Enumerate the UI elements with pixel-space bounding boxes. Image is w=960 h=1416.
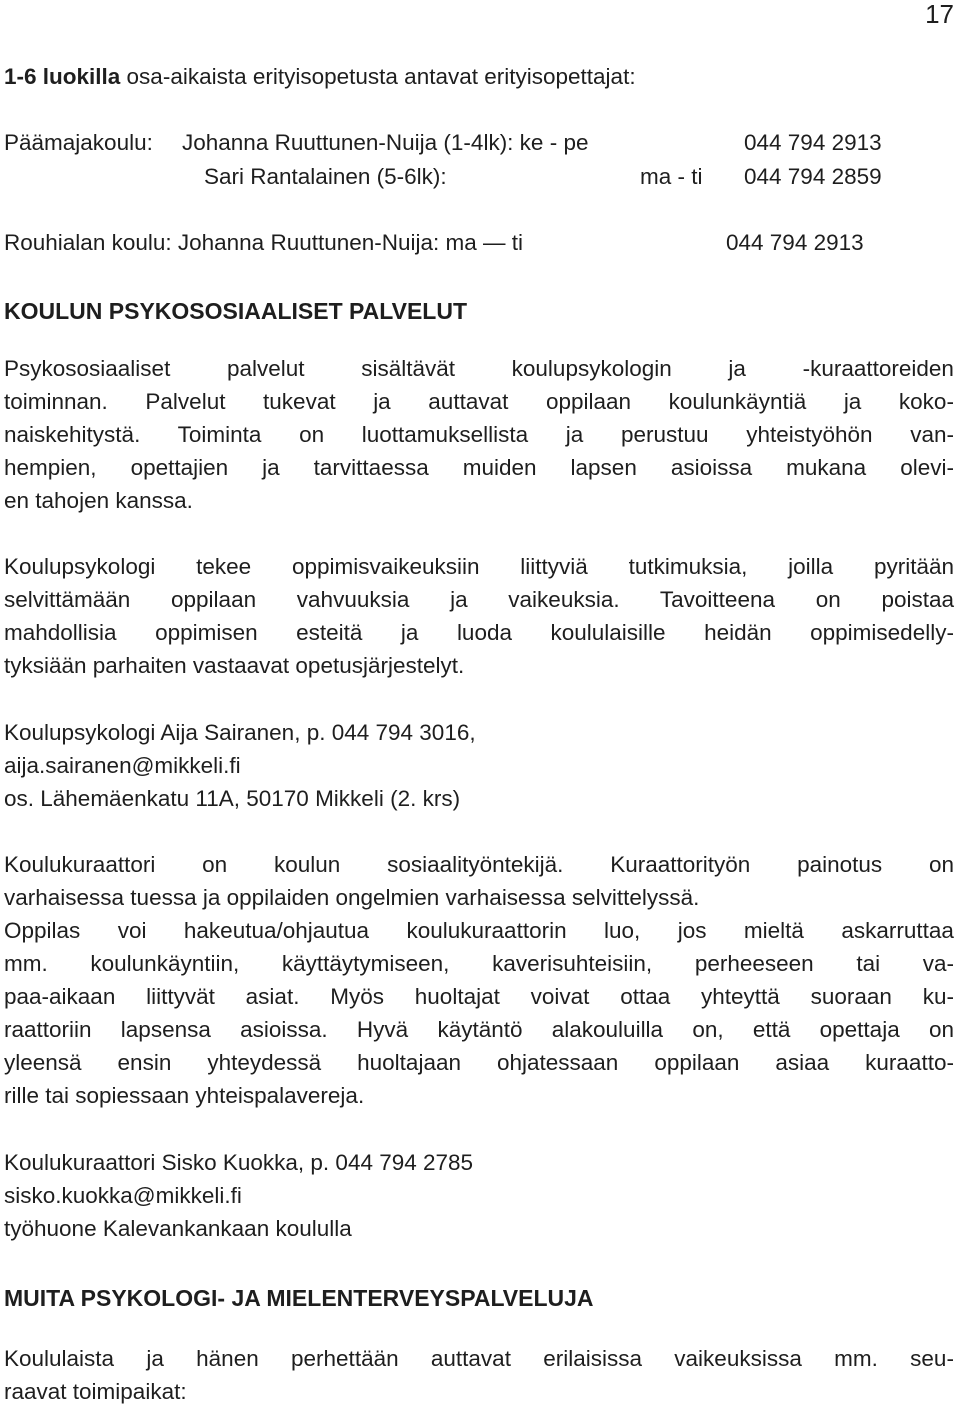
curator-name: Koulukuraattori Sisko Kuokka, p. 044 794 2785 bbox=[4, 1150, 474, 1175]
curator-email: sisko.kuokka@mikkeli.fi bbox=[4, 1183, 242, 1208]
paamajakoulu-label: Päämajakoulu: bbox=[4, 130, 153, 155]
para2-line: selvittämään oppilaan vahvuuksia ja vaikeuksia. Tavoitteena on poistaa bbox=[4, 587, 954, 612]
para2-line: tyksiään parhaiten vastaavat opetusjärjestelyt. bbox=[4, 653, 465, 678]
para1-line: hempien, opettajien ja tarvittaessa muiden lapsen asioissa mukana olevi- bbox=[4, 455, 954, 480]
paamajakoulu-days2: ma - ti bbox=[640, 164, 703, 189]
para3-line: mm. koulunkäyntiin, käyttäytymiseen, kaverisuhteisiin, perheeseen tai va- bbox=[4, 951, 954, 976]
para3-line: Koulukuraattori on koulun sosiaalityöntekijä. Kuraattorityön painotus on bbox=[4, 852, 954, 877]
para3-line: yleensä ensin yhteydessä huoltajaan ohjatessaan oppilaan asiaa kuraatto- bbox=[4, 1050, 954, 1075]
para3-line: paa-aikaan liittyvät asiat. Myös huoltajat voivat ottaa yhteyttä suoraan ku- bbox=[4, 984, 954, 1009]
para3-line: raattoriin lapsensa asioissa. Hyvä käytäntö alakouluilla on, että opettaja on bbox=[4, 1017, 954, 1042]
para1-line: naiskehitystä. Toiminta on luottamuksellista ja perustuu yhteistyöhön van- bbox=[4, 422, 954, 447]
para3-line: rille tai sopiessaan yhteispalavereja. bbox=[4, 1083, 365, 1108]
rouhiala-text: Rouhialan koulu: Johanna Ruuttunen-Nuija: ma — ti bbox=[4, 230, 524, 255]
intro-bold: 1-6 luokilla bbox=[4, 64, 121, 89]
para1-line: Psykososiaaliset palvelut sisältävät koulupsykologin ja -kuraattoreiden bbox=[4, 356, 954, 381]
intro-rest: osa-aikaista erityisopetusta antavat erityisopettajat: bbox=[120, 64, 636, 89]
para2-line: Koulupsykologi tekee oppimisvaikeuksiin liittyviä tutkimuksia, joilla pyritään bbox=[4, 554, 954, 579]
curator-office: työhuone Kalevankankaan koululla bbox=[4, 1216, 352, 1241]
para3-line: Oppilas voi hakeutua/ohjautua koulukuraattorin luo, jos mieltä askarruttaa bbox=[4, 918, 954, 943]
para3-line: varhaisessa tuessa ja oppilaiden ongelmien varhaisessa selvittelyssä. bbox=[4, 885, 700, 910]
page-number: 17 bbox=[925, 0, 954, 29]
heading-muita-palveluja: MUITA PSYKOLOGI- JA MIELENTERVEYSPALVELUJA bbox=[4, 1285, 594, 1311]
heading-psykososiaaliset: KOULUN PSYKOSOSIAALISET PALVELUT bbox=[4, 298, 468, 324]
psychologist-name: Koulupsykologi Aija Sairanen, p. 044 794 3016, bbox=[4, 720, 476, 745]
rouhiala-phone: 044 794 2913 bbox=[726, 230, 864, 255]
para1-line: toiminnan. Palvelut tukevat ja auttavat oppilaan koulunkäyntiä ja koko- bbox=[4, 389, 954, 414]
para4-line: Koululaista ja hänen perhettään auttavat erilaisissa vaikeuksissa mm. seu- bbox=[4, 1346, 954, 1371]
paamajakoulu-phone2: 044 794 2859 bbox=[744, 164, 882, 189]
psychologist-address: os. Lähemäenkatu 11A, 50170 Mikkeli (2. krs) bbox=[4, 786, 461, 811]
para1-line: en tahojen kanssa. bbox=[4, 488, 193, 513]
psychologist-email: aija.sairanen@mikkeli.fi bbox=[4, 753, 241, 778]
para2-line: mahdollisia oppimisen esteitä ja luoda koululaisille heidän oppimisedelly- bbox=[4, 620, 954, 645]
para4-line: raavat toimipaikat: bbox=[4, 1379, 187, 1404]
intro-line bbox=[4, 62, 636, 92]
paamajakoulu-teacher1: Johanna Ruuttunen-Nuija (1-4lk): ke - pe bbox=[182, 130, 589, 155]
paamajakoulu-phone1: 044 794 2913 bbox=[744, 130, 882, 155]
paamajakoulu-teacher2: Sari Rantalainen (5-6lk): bbox=[204, 164, 447, 189]
